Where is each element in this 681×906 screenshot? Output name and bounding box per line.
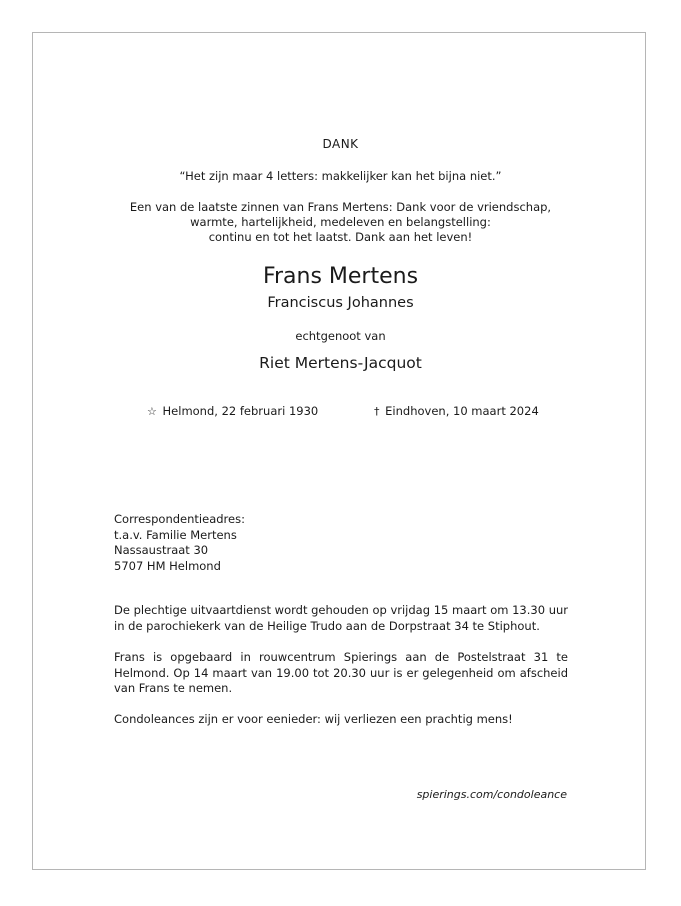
death-text: Eindhoven, 10 maart 2024 xyxy=(385,404,539,418)
birth-info xyxy=(147,404,318,418)
address-line: Correspondentieadres: xyxy=(114,512,245,526)
birth-text: Helmond, 22 februari 1930 xyxy=(162,404,319,418)
heading: DANK xyxy=(322,137,359,151)
address-line: t.a.v. Familie Mertens xyxy=(114,527,237,542)
star-icon: ☆ xyxy=(147,405,157,418)
spouse-name: Riet Mertens-Jacquot xyxy=(259,354,422,372)
address-line: Nassaustraat 30 xyxy=(114,543,209,557)
quote: “Het zijn maar 4 letters: makkelijker kan het bijna niet.” xyxy=(179,169,502,183)
death-info xyxy=(374,404,539,418)
viewing-paragraph: Frans is opgebaard in rouwcentrum Spierings aan de Postelstraat 31 te Helmond. Op 14 maart van 19.00 tot 20.30 uur is er gelegenheid om afscheid van Frans te nemen. xyxy=(114,650,568,695)
cross-icon: † xyxy=(374,405,380,418)
address-line: 5707 HM Helmond xyxy=(114,558,221,573)
deceased-name: Frans Mertens xyxy=(262,264,419,289)
condolence-link[interactable]: spierings.com/condoleance xyxy=(416,788,567,801)
intro-line: Een van de laatste zinnen van Frans Mertens: Dank voor de vriendschap, xyxy=(129,200,552,214)
intro-line: continu en tot het laatst. Dank aan het leven! xyxy=(208,230,473,244)
funeral-service-paragraph: De plechtige uitvaartdienst wordt gehouden op vrijdag 15 maart om 13.30 uur in de parochiekerk van de Heilige Trudo aan de Dorpstraat 34 te Stiphout. xyxy=(114,603,568,633)
announcement-card xyxy=(32,32,646,870)
intro-text xyxy=(0,200,681,245)
intro-line: warmte, hartelijkheid, medeleven en belangstelling: xyxy=(190,215,491,229)
spouse-label: echtgenoot van xyxy=(295,329,386,343)
condolences-paragraph: Condoleances zijn er voor eenieder: wij verliezen een prachtig mens! xyxy=(114,712,513,726)
deceased-full-given-names: Franciscus Johannes xyxy=(267,295,414,311)
correspondence-address xyxy=(114,512,568,574)
